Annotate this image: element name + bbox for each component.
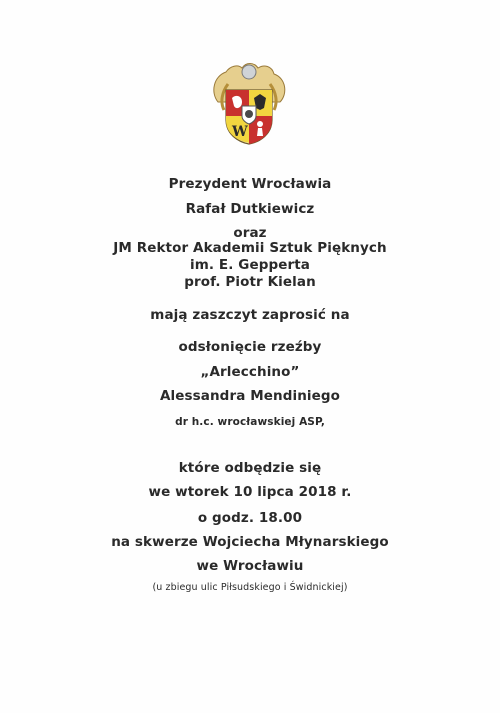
line-academy-name: im. E. Gepperta: [189, 257, 310, 273]
line-invitation: mają zaszczyt zaprosić na: [150, 307, 350, 323]
line-location-detail: (u zbiegu ulic Piłsudskiego i Świdnickiej): [152, 582, 348, 593]
line-artist-title: dr h.c. wrocławskiej ASP,: [175, 416, 325, 428]
line-president-name: Rafał Dutkiewicz: [185, 201, 315, 217]
line-artist: Alessandra Mendiniego: [159, 388, 341, 404]
line-sculpture-title: „Arlecchino”: [200, 364, 300, 380]
line-rector: JM Rektor Akademii Sztuk Pięknych: [113, 240, 387, 256]
line-and: oraz: [233, 225, 267, 241]
line-location: na skwerze Wojciecha Młynarskiego: [111, 534, 389, 550]
line-president: Prezydent Wrocławia: [168, 176, 332, 192]
line-time: o godz. 18.00: [197, 510, 303, 526]
line-date: we wtorek 10 lipca 2018 r.: [148, 484, 352, 500]
wroclaw-coat-of-arms-icon: [208, 62, 290, 146]
line-takes-place: które odbędzie się: [178, 460, 322, 476]
line-city: we Wrocławiu: [196, 558, 304, 574]
line-rector-name: prof. Piotr Kielan: [184, 274, 316, 290]
line-unveiling: odsłonięcie rzeźby: [178, 339, 322, 355]
svg-text:W: W: [232, 124, 248, 140]
